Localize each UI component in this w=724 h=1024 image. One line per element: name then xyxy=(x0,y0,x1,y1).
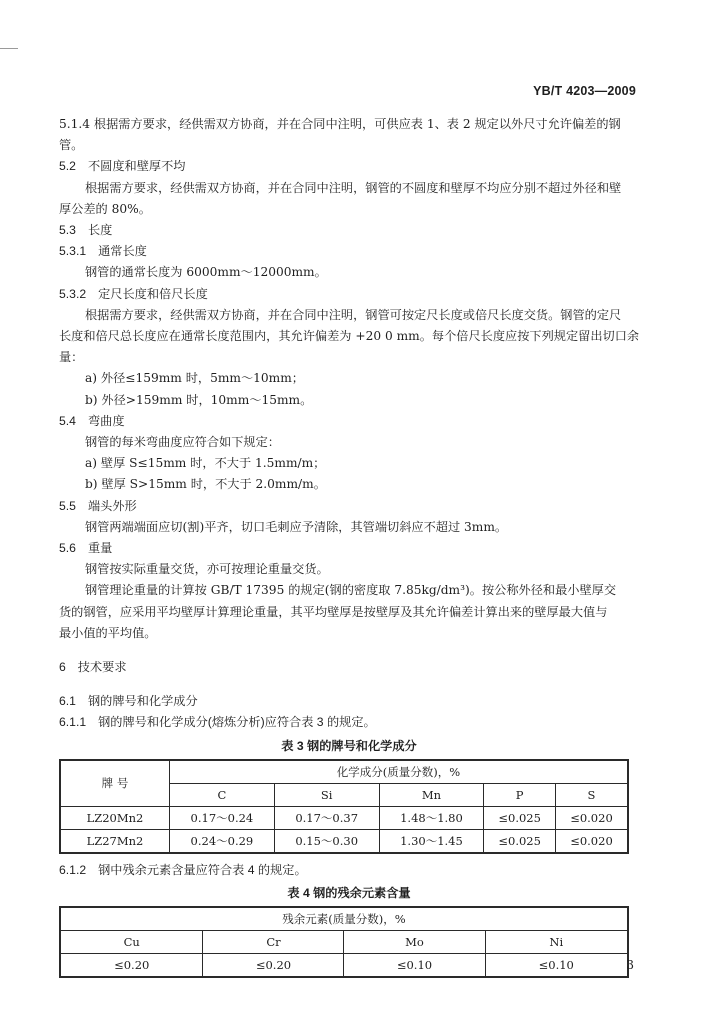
value-cell: 0.17～0.24 xyxy=(170,806,275,829)
paragraph-line: 钢管理论重量的计算按 GB/T 17395 的规定(钢的密度取 7.85kg/dm³)。按公称外径和最小壁厚交 xyxy=(85,583,617,598)
paragraph-line: 管。 xyxy=(59,138,84,153)
section-heading xyxy=(59,691,639,712)
section-heading xyxy=(59,156,639,177)
paragraph-line: 货的钢管，应采用平均壁厚计算理论重量，其平均壁厚是按壁厚及其允许偏差计算出来的壁厚最大值与 xyxy=(59,604,608,619)
section-title: 通常长度 xyxy=(98,244,147,259)
section-6-1-2 xyxy=(59,860,639,881)
value-cell: 1.30～1.45 xyxy=(379,829,484,853)
section-heading xyxy=(59,496,639,517)
paragraph-line: 钢管的通常长度为 6000mm～12000mm。 xyxy=(85,265,327,280)
section-heading xyxy=(59,538,639,559)
value-cell: ≤0.10 xyxy=(485,953,628,977)
value-cell: 0.17～0.37 xyxy=(274,806,379,829)
element-header-cell: Mn xyxy=(379,783,484,806)
list-item: b) 外径>159mm 时，10mm～15mm。 xyxy=(85,392,313,407)
section-text: 钢中残余元素含量应符合表 4 的规定。 xyxy=(98,862,307,877)
table4-caption: 表 4 钢的残余元素含量 xyxy=(287,885,411,900)
section-number: 5.3.2 xyxy=(59,286,87,301)
section-number: 5.6 xyxy=(59,541,76,556)
paragraph-line: 长度和倍尺总长度应在通常长度范围内，其允许偏差为 +20 0 mm。每个倍尺长度应按下列规定留出切口余 xyxy=(59,329,640,344)
element-header-cell: C xyxy=(170,783,275,806)
paragraph-line: 根据需方要求，经供需双方协商，并在合同中注明，钢管的不圆度和壁厚不均应分别不超过外径和壁 xyxy=(85,180,622,195)
element-header-cell: Ni xyxy=(485,930,628,953)
value-cell: ≤0.020 xyxy=(555,806,628,829)
section-number: 6.1.2 xyxy=(59,862,87,877)
paragraph-line: 厚公差的 80%。 xyxy=(59,201,151,216)
value-cell: ≤0.020 xyxy=(555,829,628,853)
residual-header-cell: 残余元素(质量分数)，% xyxy=(60,907,628,931)
section-title: 钢的牌号和化学成分(熔炼分析)应符合表 3 的规定。 xyxy=(98,715,376,730)
section-title: 定尺长度和倍尺长度 xyxy=(98,286,208,301)
value-cell: 0.24～0.29 xyxy=(170,829,275,853)
grade-cell: LZ20Mn2 xyxy=(60,806,170,829)
list-item: a) 壁厚 S≤15mm 时，不大于 1.5mm/m； xyxy=(85,456,326,471)
page-number: 3 xyxy=(626,958,634,972)
value-cell: ≤0.20 xyxy=(60,953,203,977)
value-cell: ≤0.025 xyxy=(484,829,556,853)
grade-cell: LZ27Mn2 xyxy=(60,829,170,853)
table4 xyxy=(59,906,629,978)
table-row xyxy=(60,806,628,829)
table3 xyxy=(59,759,629,854)
section-number: 5.3.1 xyxy=(59,244,87,259)
document-body xyxy=(59,114,639,978)
table-row xyxy=(60,953,628,977)
table3-caption: 表 3 钢的牌号和化学成分 xyxy=(281,738,417,753)
grade-header-cell: 牌 号 xyxy=(60,760,170,807)
standard-number-header: YB/T 4203—2009 xyxy=(533,84,636,98)
value-cell: ≤0.10 xyxy=(344,953,485,977)
element-header-cell: Cr xyxy=(203,930,344,953)
element-header-cell: Si xyxy=(274,783,379,806)
table4-header-row xyxy=(60,907,628,931)
spacer xyxy=(59,678,639,691)
scan-edge-mark xyxy=(0,48,18,49)
section-number: 5.3 xyxy=(59,223,76,238)
section-number: 5.5 xyxy=(59,498,76,513)
paragraph-line: 钢管按实际重量交货，亦可按理论重量交货。 xyxy=(85,562,329,577)
paragraph-line: 钢管的每米弯曲度应符合如下规定： xyxy=(85,435,280,450)
element-header-cell: P xyxy=(484,783,556,806)
section-number: 5.2 xyxy=(59,159,76,174)
table-row xyxy=(60,829,628,853)
value-cell: ≤0.20 xyxy=(203,953,344,977)
composition-header-cell: 化学成分(质量分数)，% xyxy=(170,760,629,784)
element-header-cell: Cu xyxy=(60,930,203,953)
list-item: b) 壁厚 S>15mm 时，不大于 2.0mm/m。 xyxy=(85,477,326,492)
section-title: 端头外形 xyxy=(87,498,137,513)
element-header-cell: Mo xyxy=(344,930,485,953)
section-title: 技术要求 xyxy=(77,660,127,675)
section-heading xyxy=(59,284,639,305)
paragraph-line: 根据需方要求，经供需双方协商，并在合同中注明，钢管可按定尺长度或倍尺长度交货。钢管的定尺 xyxy=(85,307,622,322)
section-heading xyxy=(59,657,639,678)
table3-header-row xyxy=(60,760,628,784)
value-cell: 0.15～0.30 xyxy=(274,829,379,853)
section-heading xyxy=(59,712,639,733)
section-title: 钢的牌号和化学成分 xyxy=(87,694,198,709)
element-header-cell: S xyxy=(555,783,628,806)
section-title: 弯曲度 xyxy=(87,413,125,428)
section-heading xyxy=(59,411,639,432)
spacer xyxy=(59,644,639,657)
section-heading xyxy=(59,220,639,241)
list-item: a) 外径≤159mm 时，5mm～10mm； xyxy=(85,371,304,386)
section-title: 重量 xyxy=(87,541,113,556)
section-number: 6.1 xyxy=(59,694,76,709)
paragraph-line: 5.1.4 根据需方要求，经供需双方协商，并在合同中注明，可供应表 1、表 2 规定以外尺寸允许偏差的钢 xyxy=(59,117,621,131)
value-cell: ≤0.025 xyxy=(484,806,556,829)
value-cell: 1.48～1.80 xyxy=(379,806,484,829)
section-title: 长度 xyxy=(87,223,113,238)
section-number: 6 xyxy=(59,660,66,675)
section-number: 5.4 xyxy=(59,413,76,428)
paragraph-line: 量： xyxy=(59,350,84,365)
paragraph-line: 最小值的平均值。 xyxy=(59,625,157,640)
section-heading xyxy=(59,241,639,262)
section-number: 6.1.1 xyxy=(59,715,87,730)
text-lines xyxy=(59,114,639,734)
section-title: 不圆度和壁厚不均 xyxy=(87,159,186,174)
paragraph-line: 钢管两端端面应切(割)平齐，切口毛刺应予清除，其管端切斜应不超过 3mm。 xyxy=(85,519,508,534)
table4-element-row xyxy=(60,930,628,953)
